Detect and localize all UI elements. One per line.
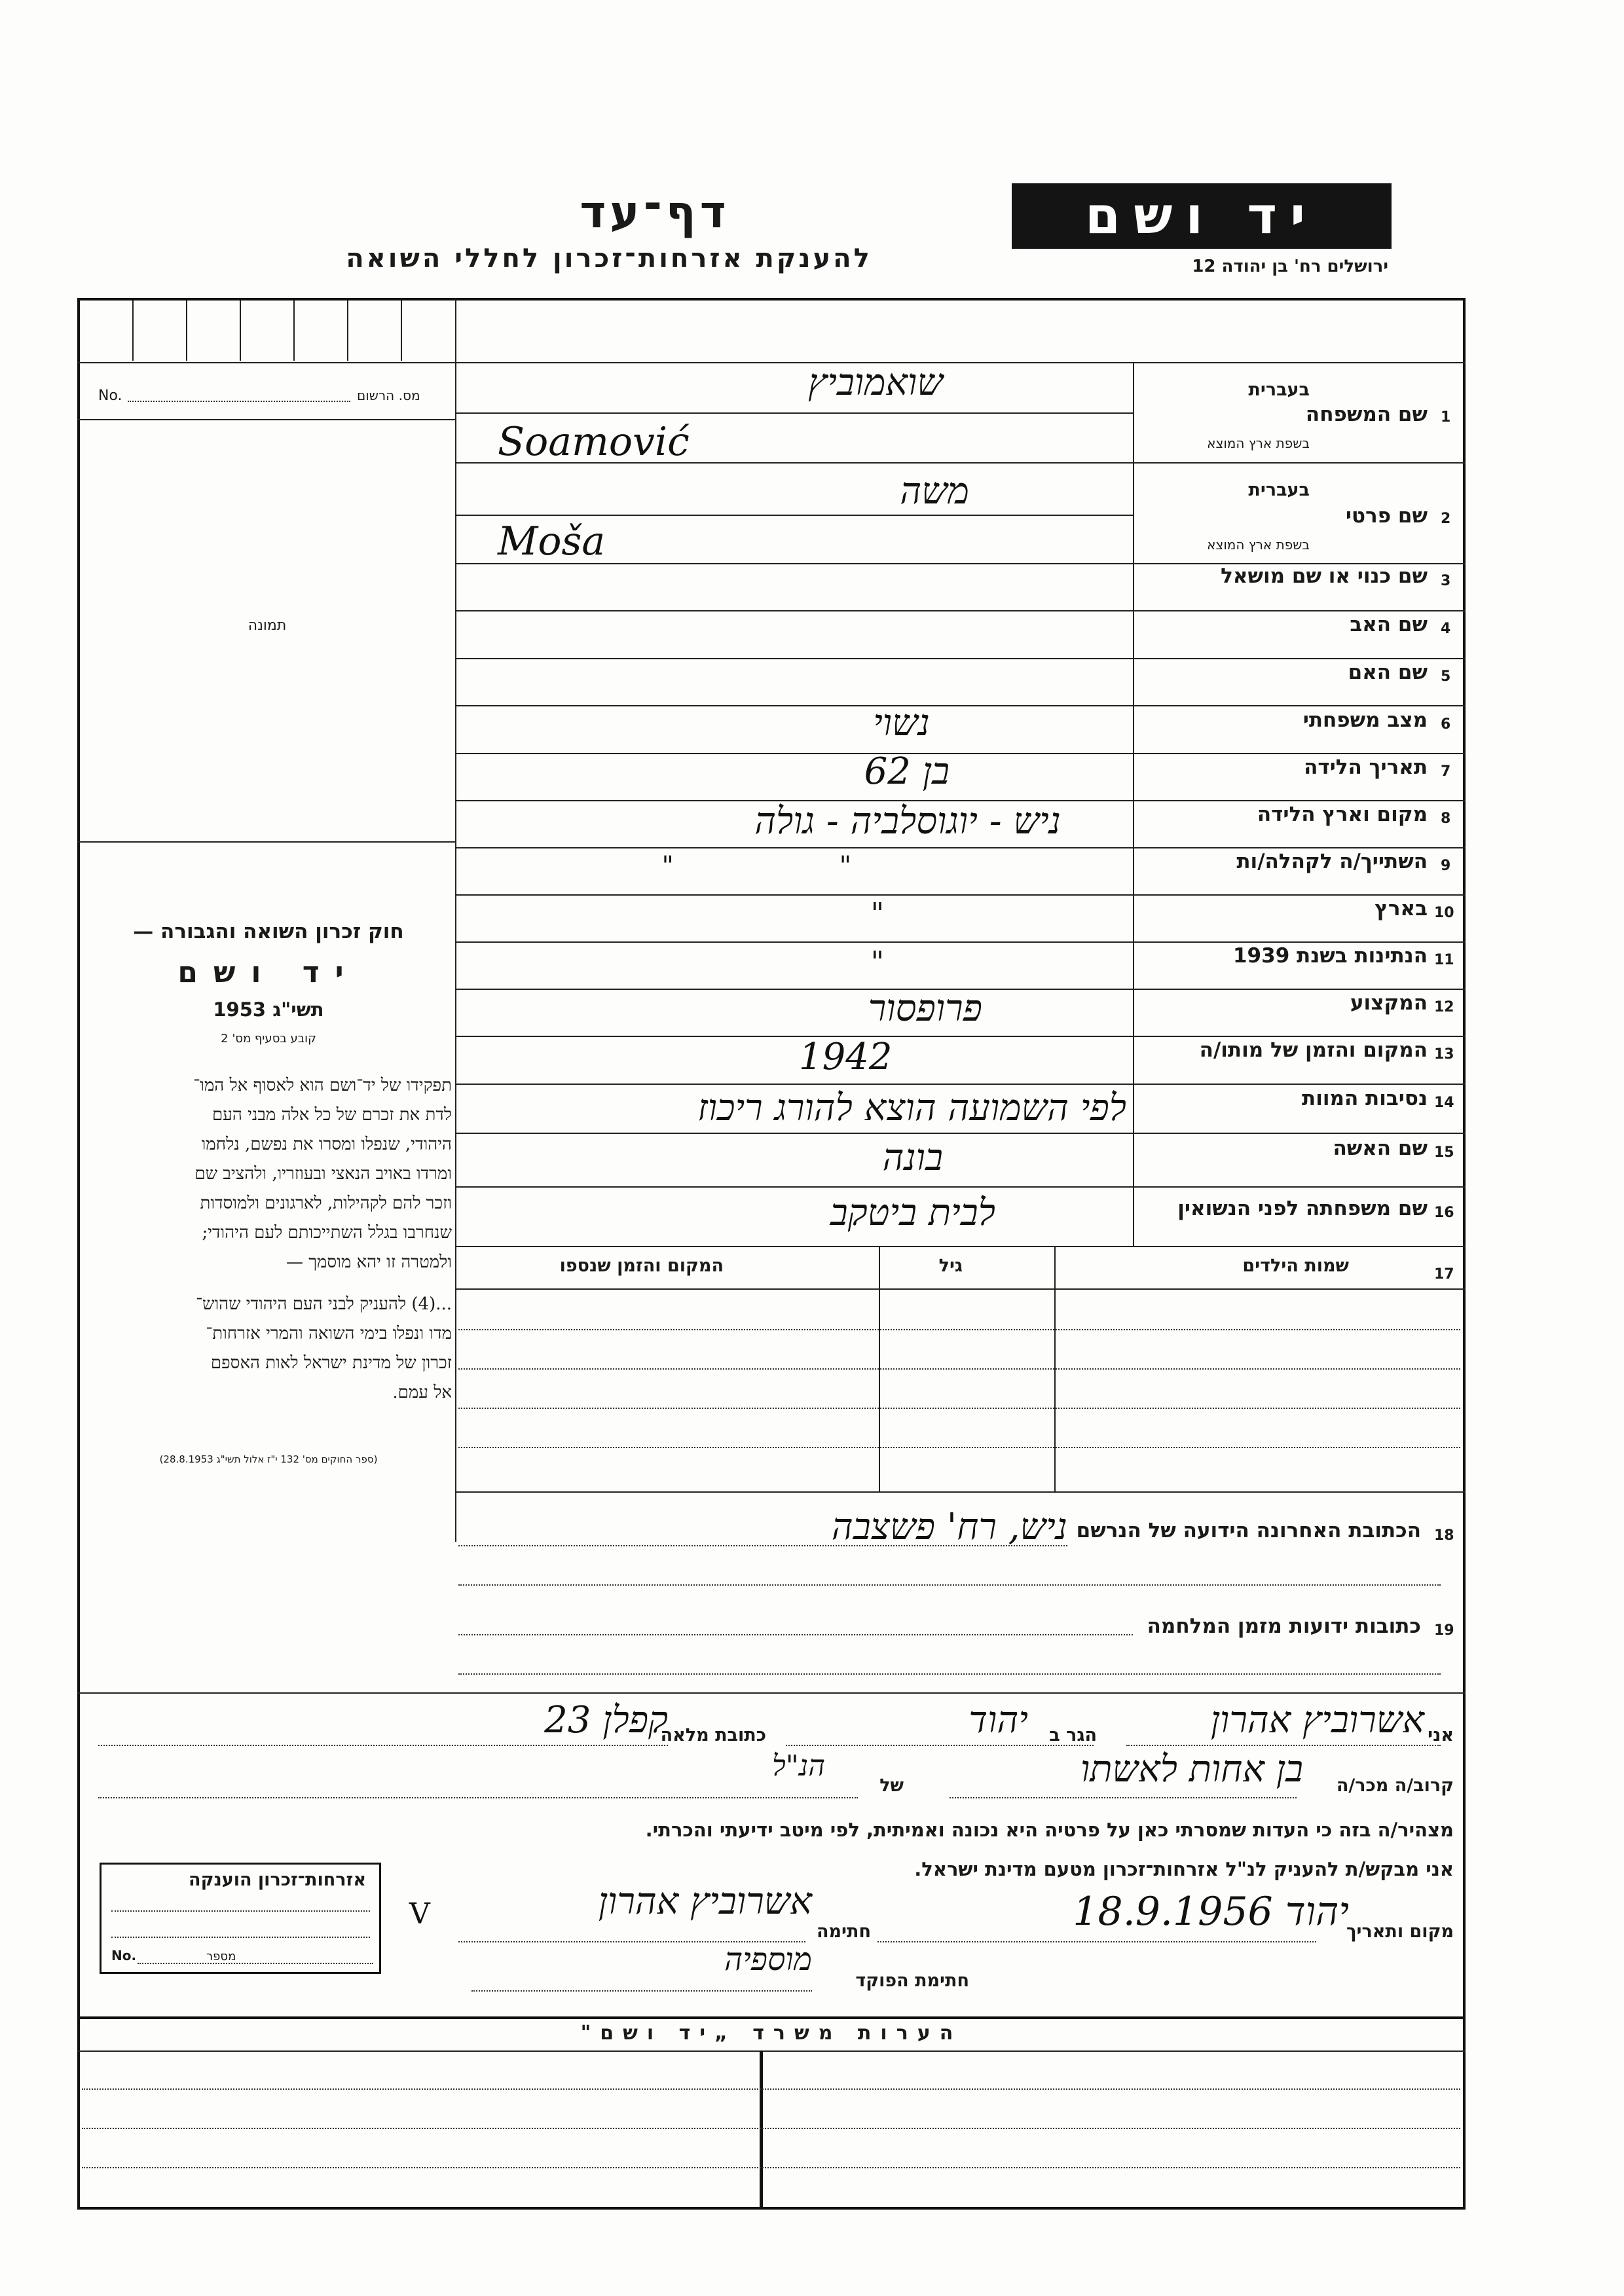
relation-label: קרוב/ה מכר/ה — [1336, 1776, 1454, 1796]
address: ירושלים רח' בן יהודה 12 — [1192, 257, 1388, 276]
stamp-box-num: מספר — [206, 1950, 236, 1963]
of-value[interactable]: הנ"ל — [772, 1749, 825, 1783]
place-date-label: מקום ותאריך — [1346, 1922, 1454, 1942]
field-country-value[interactable]: " — [870, 897, 884, 930]
field-surname-origin-label: בשפת ארץ המוצא — [1207, 435, 1310, 451]
photo-label: תמונה — [248, 617, 287, 634]
field-surname-origin-value[interactable]: Soamović — [498, 419, 690, 465]
place-date-value[interactable]: יהוד 18.9.1956 — [1073, 1889, 1349, 1935]
field-birthdate-value[interactable]: בן 62 — [864, 750, 950, 793]
law-line: תפקידו של יד־ושם הוא לאסוף אל המו־ — [193, 1076, 452, 1095]
official-signature-value[interactable]: מוספיה — [724, 1941, 812, 1978]
statement-request: אני מבקש/ת להעניק לנ"ל אזרחות־זכרון מטעם מדינת ישראל. — [914, 1858, 1454, 1880]
stamp-box-title: אזרחות־זכרון הוענקה — [189, 1870, 366, 1890]
field-firstname-hebrew-value[interactable]: משה — [900, 470, 969, 513]
statement-truth: מצהיר/ה בזה כי העדות שמסרתי כאן על פרטיה היא נכונה ואמיתית, לפי מיטב ידיעתי והכרתי. — [645, 1819, 1454, 1841]
law-body — [85, 1071, 452, 1277]
stamp-box-no: No. — [111, 1948, 137, 1963]
page-title: דף־עד — [580, 187, 730, 238]
of-label: של — [879, 1776, 904, 1796]
law-clause: קובע בסעיף מס' 2 — [221, 1032, 316, 1046]
field-marital-label: מצב משפחתי — [1302, 708, 1428, 732]
field-death-circumstances-value[interactable]: לפי השמועה הוצא להורג ריכוז — [697, 1087, 1126, 1129]
field-marital-value[interactable]: נשוי — [873, 702, 930, 744]
field-death-circumstances-label: נסיבות המוות — [1302, 1087, 1428, 1110]
children-names-header: שמות הילדים — [1242, 1256, 1349, 1276]
declarant-full-address[interactable]: קפלן 23 — [544, 1699, 668, 1741]
field-profession-label: המקצוע — [1350, 991, 1428, 1015]
signature-label: חתימה — [816, 1922, 871, 1942]
page-subtitle: להענקת אזרחות־זכרון לחללי השואה — [346, 244, 872, 274]
relation-value[interactable]: בן אחות לאשתו — [1080, 1748, 1303, 1791]
field-profession-value[interactable]: פרופסור — [868, 987, 982, 1030]
law-line: וזכר להם לקהילות, לארגונים ולמוסדות — [200, 1194, 452, 1213]
office-notes-title: הערות משרד „יד ושם" — [580, 2022, 963, 2045]
law-line: מדו ונפלו בימי השואה והמרי אזרחות־ — [206, 1324, 452, 1343]
signature-value[interactable]: אשרוביץ אהרון — [598, 1880, 812, 1923]
field-birthplace-label: מקום וארץ הלידה — [1257, 803, 1428, 826]
law-line: אל עמם. — [392, 1383, 452, 1402]
law-year: תשי"ג 1953 — [213, 998, 324, 1021]
official-signature-label: חתימת הפוקד — [855, 1971, 969, 1991]
law-name: יד ושם — [177, 956, 360, 989]
logo-text: יד ושם — [1084, 187, 1319, 246]
law-source: (ספר החוקים מס' 132 י"ז אלול תשי"ג 28.8.1953) — [159, 1453, 378, 1465]
field-surname-label: שם המשפחה — [1305, 403, 1428, 426]
law-line: ...(4) להעניק לבני העם היהודי שהוש־ — [196, 1294, 452, 1314]
last-address-value[interactable]: ניש, רח' פשצבה — [831, 1506, 1067, 1548]
field-father-label: שם האב — [1350, 613, 1428, 636]
field-wife-value[interactable]: בונה — [882, 1137, 943, 1179]
wartime-address-label: כתובות ידועות מזמן המלחמה — [1147, 1614, 1421, 1638]
registration-cells — [80, 301, 454, 361]
field-wife-maiden-label: שם משפחתה לפני הנשואין — [1177, 1197, 1428, 1220]
registration-no-label: No. — [98, 388, 122, 404]
law-line: שנחרבו בגלל השתייכותם לעם היהודי; — [202, 1223, 452, 1243]
law-line: ולמטרה זו יהא מוסמך — — [286, 1252, 452, 1272]
field-mother-label: שם האם — [1348, 661, 1428, 684]
resides-label: הגר ב — [1049, 1725, 1097, 1745]
field-death-place-value[interactable]: 1942 — [799, 1036, 893, 1078]
field-firstname-origin-label: בשפת ארץ המוצא — [1207, 537, 1310, 553]
logo — [1012, 183, 1392, 249]
law-line: ומרדו באויב הנאצי ובעוזריו, ולהציב שם — [194, 1164, 452, 1184]
full-address-label: כתובת מלאה — [660, 1725, 766, 1745]
field-nationality-value[interactable]: " — [870, 945, 884, 979]
field-nickname-label: שם כנוי או שם מושאל — [1221, 564, 1428, 588]
children-age-header: גיל — [938, 1256, 963, 1276]
photo-placeholder — [80, 421, 454, 840]
field-firstname-hebrew-label: בעברית — [1248, 480, 1310, 500]
law-body-2 — [85, 1290, 452, 1408]
declarant-name[interactable]: אשרוביץ אהרון — [1210, 1699, 1424, 1741]
field-birthplace-value[interactable]: ניש - יוגוסלביה - גולה — [754, 800, 1061, 843]
field-wife-label: שם האשה — [1333, 1137, 1428, 1160]
field-nationality-label: הנתינות בשנת 1939 — [1232, 944, 1428, 968]
law-line: זכרון של מדינת ישראל לאות האספם — [210, 1353, 452, 1373]
check-mark: V — [409, 1897, 430, 1931]
field-birthdate-label: תאריך הלידה — [1304, 756, 1428, 779]
declarant-city[interactable]: יהוד — [969, 1699, 1028, 1741]
field-surname-hebrew-label: בעברית — [1248, 380, 1310, 400]
field-firstname-origin-value[interactable]: Moša — [498, 519, 606, 564]
last-address-label: הכתובת האחרונה הידועה של הנרשם — [1076, 1519, 1421, 1542]
field-death-place-label: המקום והזמן של מותו/ה — [1199, 1038, 1428, 1062]
law-line: לדת את זכרם של כל אלה מבני העם — [212, 1105, 452, 1125]
citizenship-stamp-box — [100, 1863, 381, 1974]
field-wife-maiden-value[interactable]: לבית ביטקב — [830, 1192, 995, 1234]
declaration-prefix: אני — [1428, 1725, 1454, 1745]
law-title: חוק זכרון השואה והגבורה — — [133, 920, 404, 943]
law-line: היהודי, שנפלו ומסרו את נפשם, נלחמו — [201, 1135, 452, 1154]
field-firstname-label: שם פרטי — [1345, 504, 1428, 528]
registration-number-label: מס. הרשום — [357, 388, 420, 403]
field-community-label: השתייך/ה לקהלה/ות — [1236, 850, 1428, 873]
field-community-value[interactable]: " " — [661, 851, 930, 881]
field-surname-hebrew-value[interactable]: שואמוביץ — [808, 361, 943, 404]
children-place-header: המקום והזמן שנספו — [559, 1256, 724, 1276]
field-country-label: בארץ — [1375, 897, 1428, 920]
